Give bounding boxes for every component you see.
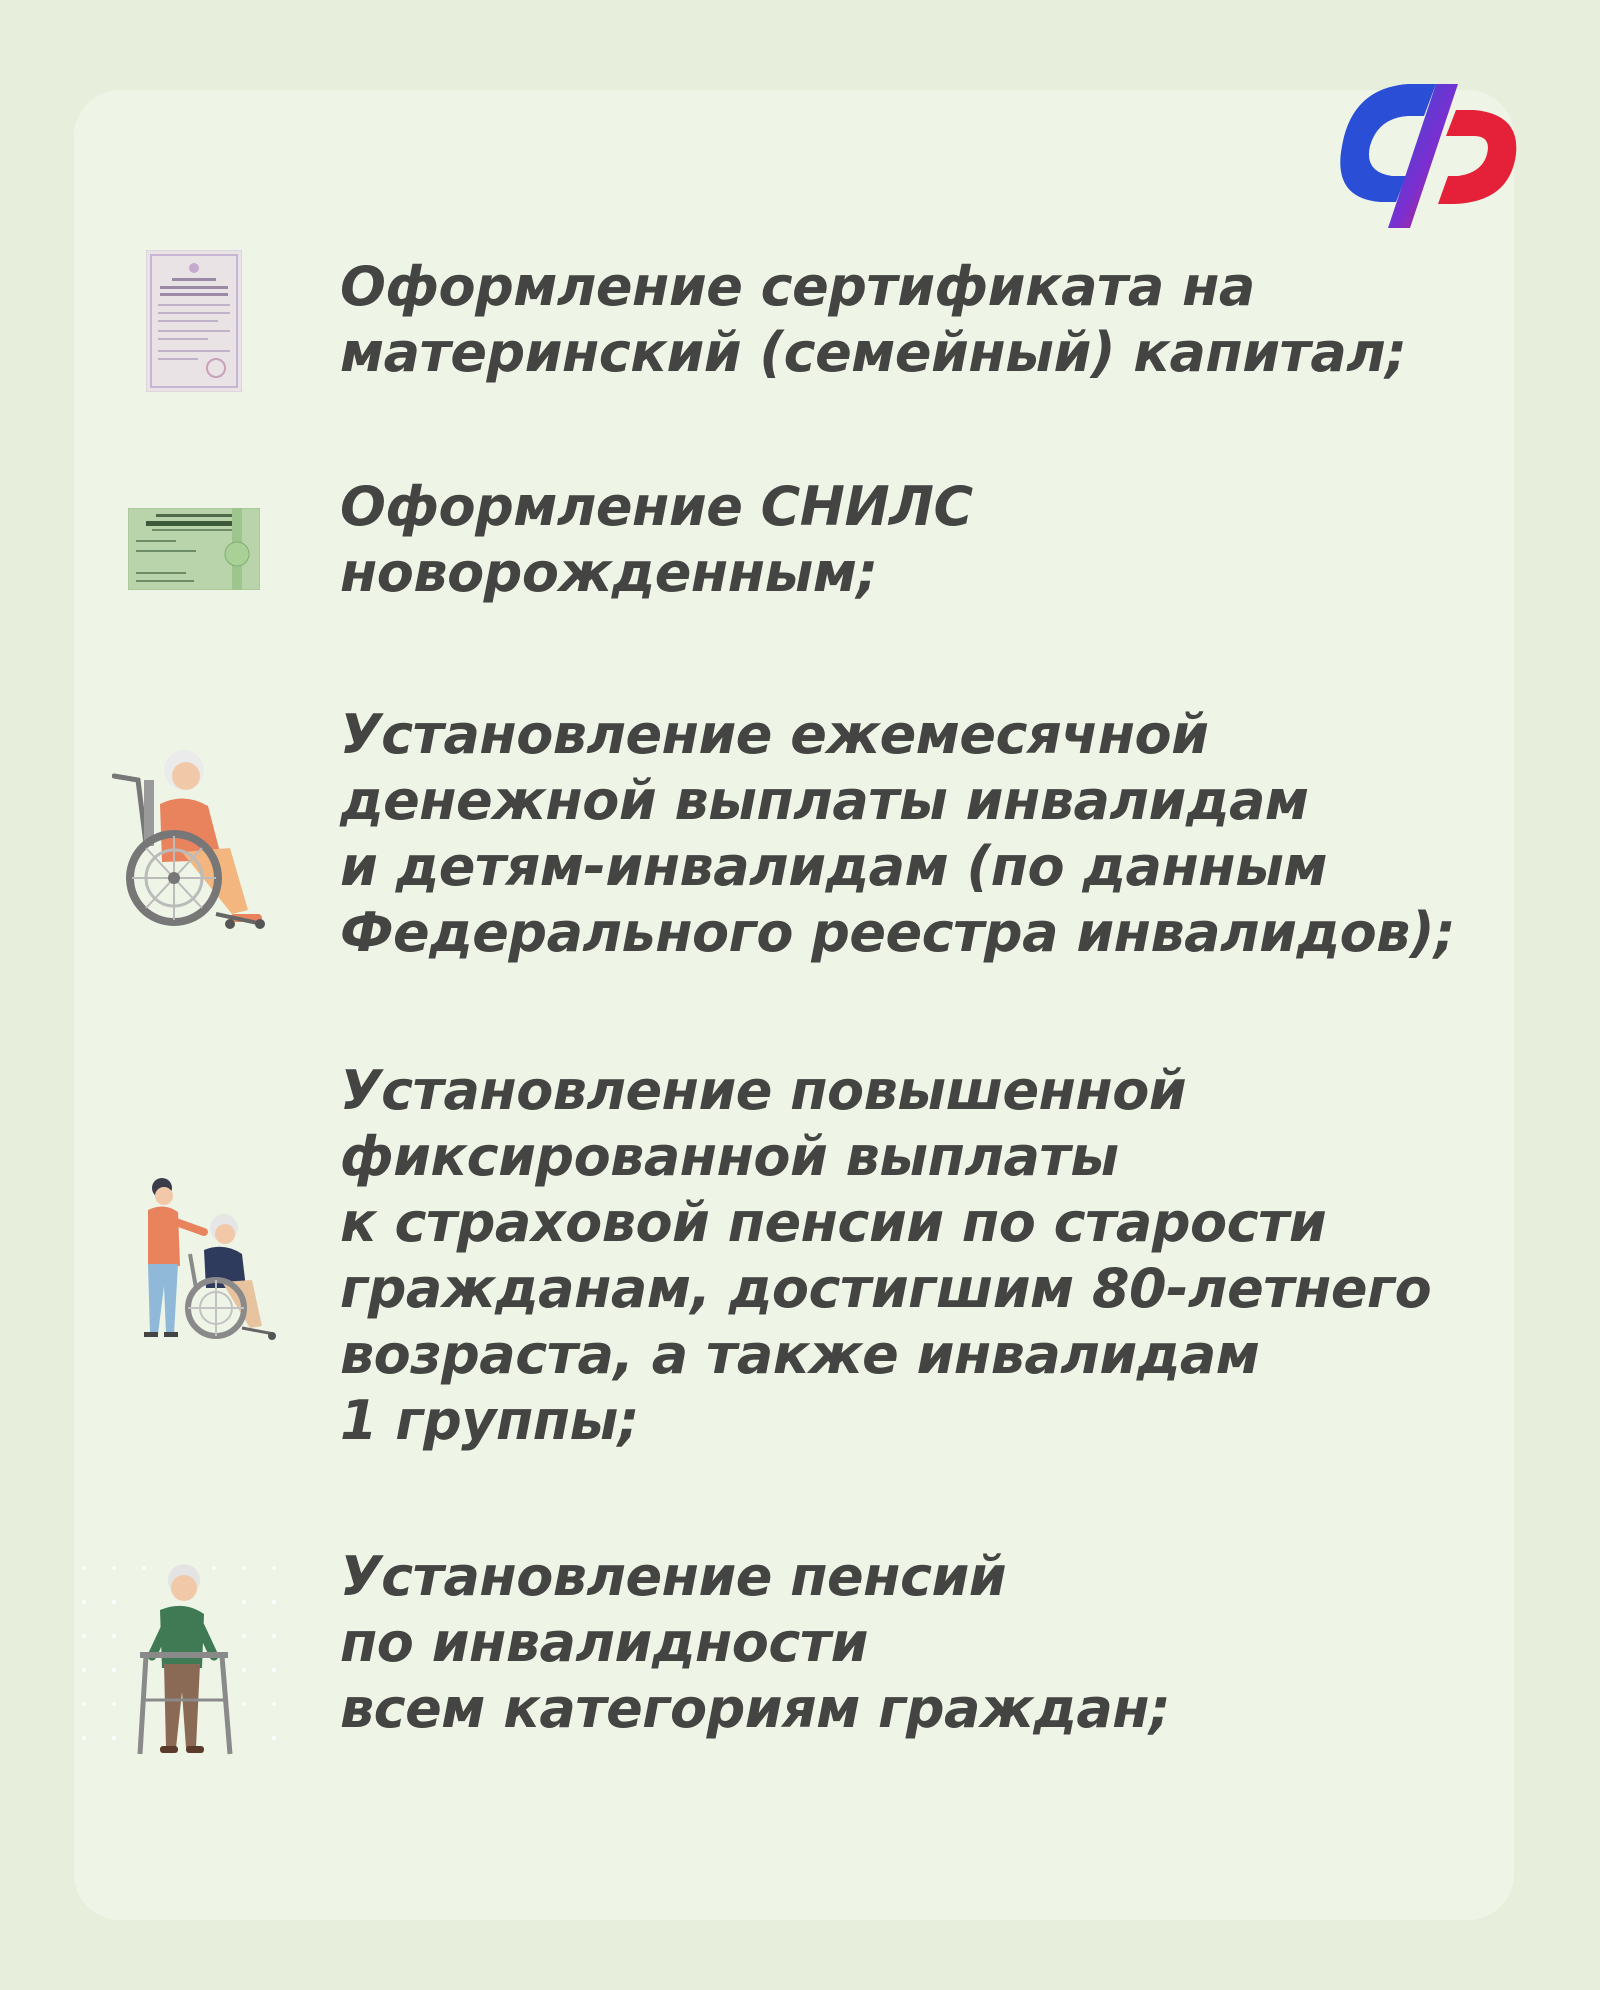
service-item-text: Установление повышенной фиксированной выплаты к страховой пенсии по старости гражданам, достигшим 80-летнего возраста, а также инвалидам 1 группы;	[340, 1059, 1432, 1452]
snils-card-icon	[128, 508, 260, 590]
service-item-text: Установление пенсий по инвалидности всем категориям граждан;	[340, 1545, 1171, 1740]
wheelchair-elderly-woman-icon	[112, 744, 276, 930]
caregiver-with-wheelchair-icon	[138, 1176, 278, 1342]
service-item-text: Оформление сертификата на материнский (семейный) капитал;	[340, 255, 1407, 384]
sfr-logo-icon	[1338, 76, 1522, 236]
maternity-capital-certificate-icon	[146, 250, 242, 392]
service-item-text: Оформление СНИЛС новорожденным;	[340, 475, 973, 604]
elderly-man-walker-icon	[74, 1560, 284, 1766]
service-item-text: Установление ежемесячной денежной выплаты инвалидам и детям-инвалидам (по данным Федерального реестра инвалидов);	[340, 703, 1456, 964]
